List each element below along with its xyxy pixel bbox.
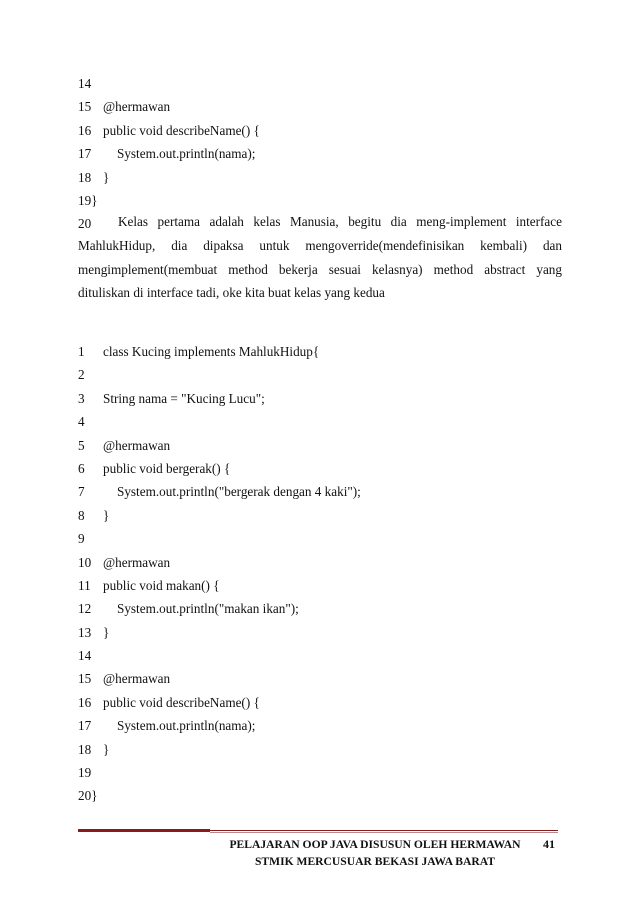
line-number: 19} xyxy=(78,192,98,208)
line-number: 12 xyxy=(78,601,92,617)
footer-title: PELAJARAN OOP JAVA DISUSUN OLEH HERMAWAN xyxy=(229,838,521,851)
code-line xyxy=(78,667,578,690)
code-line xyxy=(78,738,578,761)
line-number: 16 xyxy=(78,694,92,710)
line-number: 20} xyxy=(78,788,98,804)
code-line xyxy=(78,574,578,597)
line-number: 6 xyxy=(78,460,85,476)
code-line xyxy=(78,457,578,480)
footer-rule-thick xyxy=(78,829,210,832)
code-text: public void describeName() { xyxy=(103,694,260,710)
code-line xyxy=(78,644,578,667)
code-line xyxy=(78,784,578,807)
line-number: 4 xyxy=(78,414,85,430)
code-line xyxy=(78,340,578,363)
code-text: @hermawan xyxy=(103,99,171,115)
code-text: System.out.println("bergerak dengan 4 kaki"); xyxy=(117,484,361,500)
code-line xyxy=(78,119,578,142)
line-number: 14 xyxy=(78,648,92,664)
line-number: 11 xyxy=(78,577,91,593)
code-line xyxy=(78,761,578,784)
code-text: } xyxy=(103,507,110,523)
code-line xyxy=(78,363,578,386)
code-text: @hermawan xyxy=(103,554,171,570)
code-text: @hermawan xyxy=(103,437,171,453)
line-number: 15 xyxy=(78,671,92,687)
code-line xyxy=(78,621,578,644)
line-number: 8 xyxy=(78,507,85,523)
code-line xyxy=(78,387,578,410)
line-number: 15 xyxy=(78,99,92,115)
code-text: } xyxy=(103,624,110,640)
code-line xyxy=(78,527,578,550)
code-text: System.out.println("makan ikan"); xyxy=(117,601,299,617)
code-text: System.out.println(nama); xyxy=(117,718,256,734)
code-text: class Kucing implements MahlukHidup{ xyxy=(103,344,320,359)
line-number: 5 xyxy=(78,437,85,453)
line-number: 17 xyxy=(78,146,92,162)
code-text: public void describeName() { xyxy=(103,122,260,138)
line-number: 14 xyxy=(78,76,92,91)
footer-caption xyxy=(210,836,540,870)
page-number: 41 xyxy=(543,837,555,851)
code-line xyxy=(78,480,578,503)
line-number: 3 xyxy=(78,390,85,406)
code-text: } xyxy=(103,169,110,185)
code-line xyxy=(78,95,578,118)
code-line xyxy=(78,691,578,714)
line-number: 18 xyxy=(78,169,92,185)
code-line xyxy=(78,166,578,189)
footer-institution: STMIK MERCUSUAR BEKASI JAWA BARAT xyxy=(254,855,496,868)
body-paragraph: Kelas pertama adalah kelas Manusia, begitu dia meng-implement interface MahlukHidup, dia dipaksa untuk mengoverride(mendefinisikan kembali) dan mengimplement(membuat method bekerja sesuai kelasnya) method abstract yang dituliskan di interface tadi, oke kita buat kelas yang kedua xyxy=(78,214,562,301)
line-number: 17 xyxy=(78,718,92,734)
footer-rule-thin xyxy=(210,830,558,831)
line-number: 9 xyxy=(78,531,85,547)
code-block-kucing-class xyxy=(78,340,578,808)
code-text: System.out.println(nama); xyxy=(117,146,256,162)
code-line xyxy=(78,189,578,212)
code-text: } xyxy=(103,741,110,757)
code-line xyxy=(78,410,578,433)
line-number: 18 xyxy=(78,741,92,757)
code-text: @hermawan xyxy=(103,671,171,687)
line-number: 2 xyxy=(78,367,85,383)
code-line xyxy=(78,72,578,95)
code-line xyxy=(78,714,578,737)
code-text: String nama = "Kucing Lucu"; xyxy=(103,390,265,406)
footer-rule-thin-secondary xyxy=(210,832,558,833)
line-number: 7 xyxy=(78,484,85,500)
code-line xyxy=(78,504,578,527)
code-line xyxy=(78,434,578,457)
line-number: 19 xyxy=(78,765,92,781)
code-line xyxy=(78,597,578,620)
line-number: 13 xyxy=(78,624,92,640)
code-line xyxy=(78,551,578,574)
line-number: 16 xyxy=(78,122,92,138)
line-number: 1 xyxy=(78,344,85,359)
line-number: 10 xyxy=(78,554,92,570)
code-text: public void bergerak() { xyxy=(103,460,231,476)
code-line xyxy=(78,142,578,165)
code-text: public void makan() { xyxy=(103,577,220,593)
line-number: 20 xyxy=(78,216,92,232)
